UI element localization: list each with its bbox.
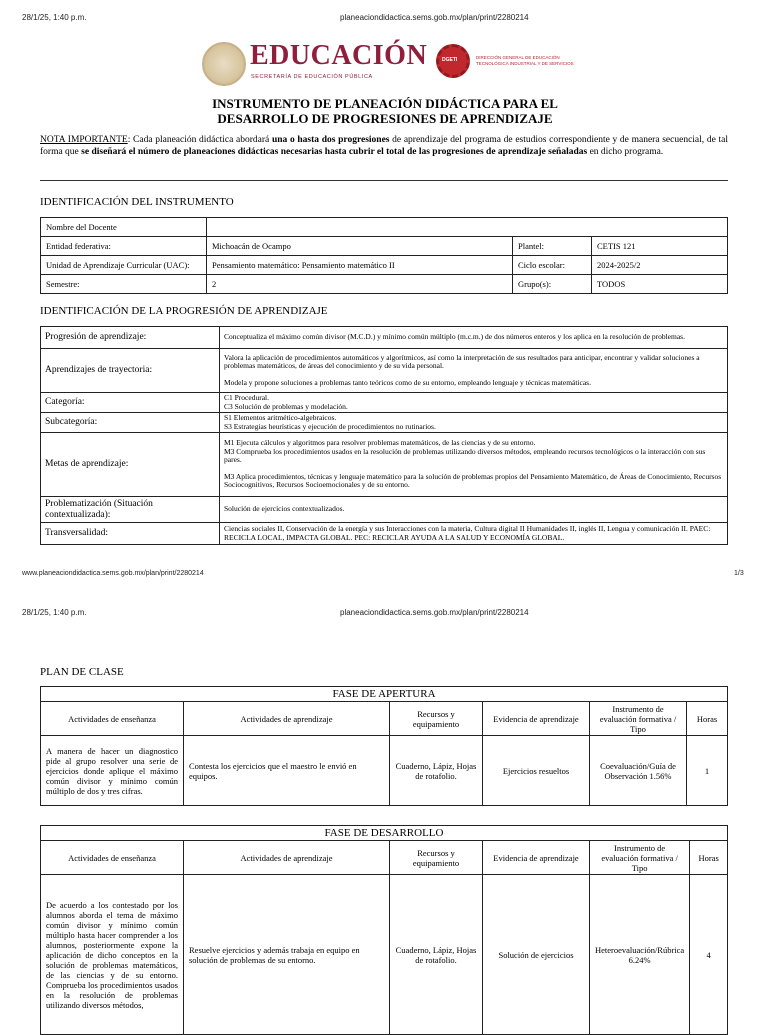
- entidad-label: Entidad federativa:: [41, 237, 207, 256]
- nota-label: NOTA IMPORTANTE: [40, 135, 128, 145]
- cell-horas: 1: [687, 736, 728, 806]
- table-row: [41, 237, 728, 256]
- table-row: [41, 826, 728, 841]
- table-row: [41, 433, 728, 497]
- ciclo-label: Ciclo escolar:: [513, 256, 592, 275]
- row-line: M3 Aplica procedimientos, técnicas y lenguaje matemático para la solución de problemas propios del Pensamiento Matemático, de Áreas de Conocimiento, Recursos Sociocognitivos, Recursos Socioemocionales y de su entorno.: [224, 471, 722, 490]
- ciclo-value: 2024-2025/2: [592, 256, 728, 275]
- cell-aprendizaje: Resuelve ejercicios y además trabaja en equipo en solución de problemas de su entorno.: [184, 875, 390, 1035]
- section-heading-progresion: IDENTIFICACIÓN DE LA PROGRESIÓN DE APRENDIZAJE: [40, 305, 328, 317]
- col-header: Evidencia de aprendizaje: [483, 841, 590, 875]
- table-row: [41, 275, 728, 294]
- row-label: Metas de aprendizaje:: [41, 433, 220, 497]
- row-content: [220, 497, 728, 523]
- document-title: [40, 96, 730, 126]
- row-line: Ciencias sociales II, Conservación de la energía y sus Interacciones con la materia, Cultura digital II Humanidades II, inglés II, Lengua y comunicación II. PAEC: RECICLA LOCAL, IMPACTA GLOBAL. PEC: RECICLAR AYUDA A LA SALUD Y ECONOMÍA GLOBAL.: [224, 524, 711, 542]
- row-label: Transversalidad:: [41, 523, 220, 545]
- nota-bold-2: se diseñará el número de planeaciones didácticas necesarias hasta cubrir el total de las progresiones de aprendizaje señaladas: [81, 146, 588, 157]
- table-row: [41, 523, 728, 545]
- title-line-2: DESARROLLO DE PROGRESIONES DE APRENDIZAJE: [217, 111, 553, 126]
- cell-instrumento: Coevaluación/Guía de Observación 1.56%: [590, 736, 687, 806]
- table-row: [41, 841, 728, 875]
- grupo-label: Grupo(s):: [513, 275, 592, 294]
- col-header: Horas: [690, 841, 728, 875]
- print-datetime: 28/1/25, 1:40 p.m.: [22, 13, 87, 22]
- section-heading-plan: PLAN DE CLASE: [40, 666, 124, 678]
- row-line: Valora la aplicación de procedimientos automáticos y algorítmicos, así como la interpretación de sus resultados para anticipar, encontrar y validar soluciones a problemas matemáticos, de áreas del conocimiento y de su vida personal.: [224, 352, 700, 371]
- cell-ensenanza: A manera de hacer un diagnostico pide al grupo resolver una serie de ejercicios donde aplique el máximo común divisor y mínimo común múltiplo de dos y tres cifras.: [41, 736, 184, 806]
- col-header: Horas: [687, 702, 728, 736]
- footer-url: www.planeaciondidactica.sems.gob.mx/plan/print/2280214: [22, 570, 204, 577]
- page-number: 1/3: [734, 570, 744, 577]
- print-datetime: 28/1/25, 1:40 p.m.: [22, 608, 87, 617]
- row-label: Progresión de aprendizaje:: [41, 327, 220, 349]
- title-line-1: INSTRUMENTO DE PLANEACIÓN DIDÁCTICA PARA EL: [212, 96, 558, 111]
- row-line: S1 Elementos aritmético-algebraicos.: [224, 413, 337, 422]
- table-row: [41, 393, 728, 413]
- col-header: Evidencia de aprendizaje: [483, 702, 590, 736]
- row-label: Problematización (Situación contextualizada):: [41, 497, 220, 523]
- col-header: Instrumento de evaluación formativa / Tipo: [590, 841, 690, 875]
- semestre-label: Semestre:: [41, 275, 207, 294]
- row-line: Conceptualiza el máximo común divisor (M.C.D.) y mínimo común múltiplo (m.c.m.) de dos números enteros y los aplica en la resolución de problemas.: [224, 332, 685, 342]
- nota-bold-1: una o hasta dos progresiones: [271, 135, 390, 145]
- nota-text-1: : Cada planeación didáctica abordará: [127, 135, 272, 145]
- grupo-value: TODOS: [592, 275, 728, 294]
- desarrollo-table: [40, 825, 728, 1035]
- row-content: [220, 349, 728, 393]
- dgeti-logo: [436, 44, 576, 84]
- sep-logo: [202, 40, 428, 88]
- table-row: [41, 349, 728, 393]
- row-line: C1 Procedural.: [224, 393, 269, 402]
- entidad-value: Michoacán de Ocampo: [207, 237, 513, 256]
- row-line: Solución de ejercicios contextualizados.: [224, 504, 345, 514]
- row-line: Modela y propone soluciones a problemas tanto teóricos como de su entorno, empleando lenguaje y técnicas matemáticas.: [224, 377, 591, 387]
- row-line: C3 Solución de problemas y modelación.: [224, 401, 348, 411]
- uac-value: Pensamiento matemático: Pensamiento matemático II: [207, 256, 513, 275]
- table-row: [41, 736, 728, 806]
- print-url: planeaciondidactica.sems.gob.mx/plan/print/2280214: [340, 608, 529, 617]
- col-header: Recursos y equipamiento: [390, 702, 483, 736]
- sep-subtitle: SECRETARÍA DE EDUCACIÓN PÚBLICA: [251, 74, 373, 80]
- row-content: [220, 433, 728, 497]
- col-header: Actividades de enseñanza: [41, 841, 184, 875]
- table-row: [41, 413, 728, 433]
- phase-title: FASE DE DESARROLLO: [41, 826, 728, 841]
- section-heading-ident: IDENTIFICACIÓN DEL INSTRUMENTO: [40, 196, 234, 208]
- cell-aprendizaje: Contesta los ejercicios que el maestro le envió en equipos.: [184, 736, 390, 806]
- table-row: [41, 497, 728, 523]
- col-header: Actividades de aprendizaje: [184, 702, 390, 736]
- col-header: Actividades de aprendizaje: [184, 841, 390, 875]
- cell-horas: 4: [690, 875, 728, 1035]
- row-line: M1 Ejecuta cálculos y algoritmos para resolver problemas matemáticos, de las ciencias y de su entorno.: [224, 438, 536, 448]
- plantel-label: Plantel:: [513, 237, 592, 256]
- col-header: Instrumento de evaluación formativa / Tipo: [590, 702, 687, 736]
- row-content: [220, 327, 728, 349]
- table-row: [41, 218, 728, 237]
- semestre-value: 2: [207, 275, 513, 294]
- divider: [40, 180, 728, 181]
- dgeti-text: DIRECCIÓN GENERAL DE EDUCACIÓN TECNOLÓGICA INDUSTRIAL Y DE SERVICIOS: [476, 55, 574, 66]
- cell-recursos: Cuaderno, Lápiz, Hojas de rotafolio.: [390, 875, 483, 1035]
- cell-evidencia: Solución de ejercicios: [483, 875, 590, 1035]
- nota-text-3: en dicho programa.: [587, 146, 664, 157]
- print-url: planeaciondidactica.sems.gob.mx/plan/print/2280214: [340, 13, 529, 22]
- row-line: M3 Comprueba los procedimientos usados en la resolución de problemas utilizando diversos métodos, empleando recursos tecnológicos o la interacción con sus pares.: [224, 446, 706, 465]
- docente-label: Nombre del Docente: [41, 218, 207, 237]
- row-content: [220, 393, 728, 413]
- row-label: Categoría:: [41, 393, 220, 413]
- table-row: [41, 687, 728, 702]
- nota-importante: [40, 135, 728, 158]
- cell-recursos: Cuaderno, Lápiz, Hojas de rotafolio.: [390, 736, 483, 806]
- nota-text-2: de aprendizaje del programa de estudios correspondiente y de manera secuencial, de tal forma que: [40, 135, 728, 157]
- education-wordmark: EDUCACIÓN: [250, 40, 428, 71]
- phase-title: FASE DE APERTURA: [41, 687, 728, 702]
- table-row: [41, 256, 728, 275]
- plantel-value: CETIS 121: [592, 237, 728, 256]
- cell-evidencia: Ejercicios resueltos: [483, 736, 590, 806]
- apertura-table: [40, 686, 728, 806]
- row-label: Aprendizajes de trayectoria:: [41, 349, 220, 393]
- mexico-seal-icon: [202, 42, 246, 86]
- col-header: Actividades de enseñanza: [41, 702, 184, 736]
- docente-value: [207, 218, 728, 237]
- cell-instrumento: Heteroevaluación/Rúbrica 6.24%: [590, 875, 690, 1035]
- table-row: [41, 875, 728, 1035]
- cell-ensenanza: De acuerdo a los contestado por los alumnos aborda el tema de máximo común divisor y mínimo común múltiplo hasta hacer comprender a los alumnos, posteriormente expone la aplicación de dicho conceptos en la solución de problemas matemáticos, de las ciencias y de su entorno. Comprueba los procedimientos usados en la resolución de problemas utilizando diversos métodos,: [41, 875, 184, 1035]
- row-line: S3 Estrategias heurísticas y ejecución de procedimientos no rutinarios.: [224, 421, 436, 431]
- table-row: [41, 327, 728, 349]
- ident-table: [40, 217, 728, 294]
- progresion-table: [40, 326, 728, 545]
- row-label: Subcategoría:: [41, 413, 220, 433]
- row-content: [220, 413, 728, 433]
- row-content: [220, 523, 728, 545]
- table-row: [41, 702, 728, 736]
- gear-label: DGETI: [442, 57, 458, 63]
- col-header: Recursos y equipamiento: [390, 841, 483, 875]
- uac-label: Unidad de Aprendizaje Curricular (UAC):: [41, 256, 207, 275]
